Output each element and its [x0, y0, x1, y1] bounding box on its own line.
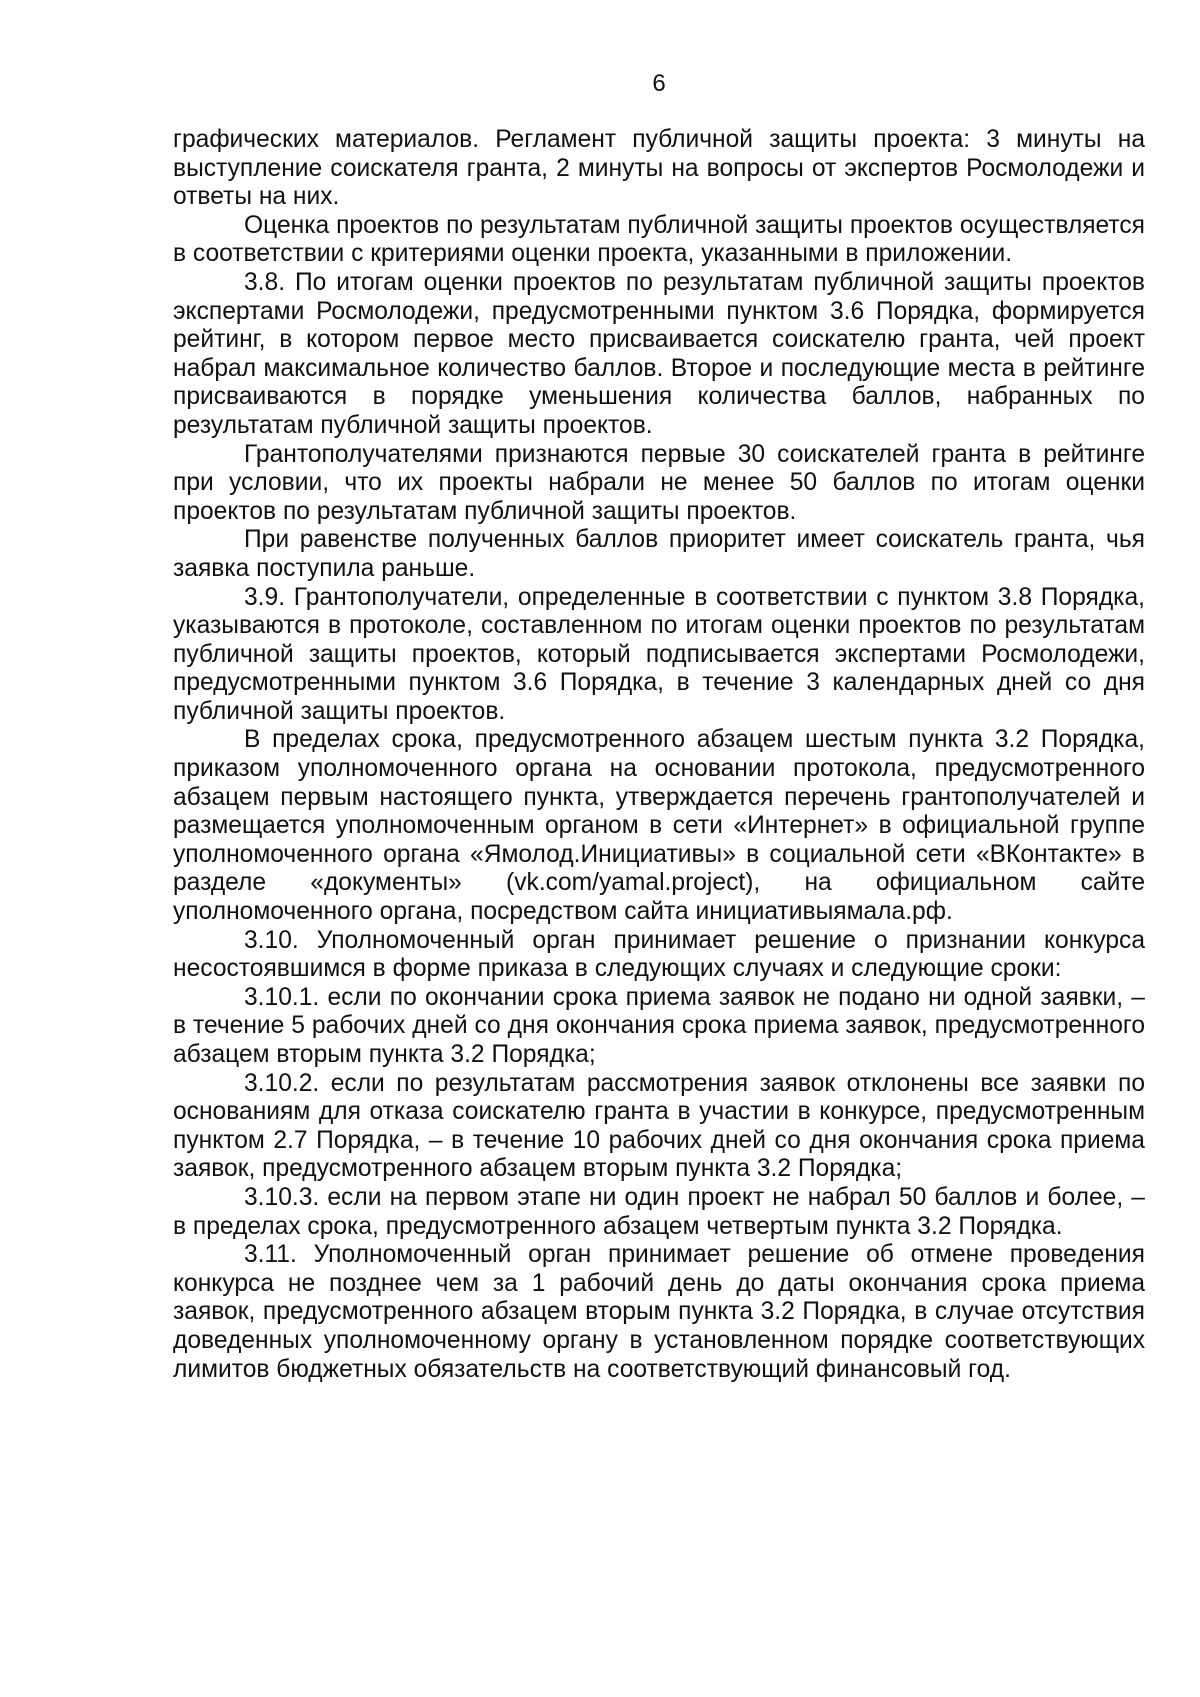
paragraph-3-11-cancellation: 3.11. Уполномоченный орган принимает решение об отмене проведения конкурса не позднее чем за 1 рабочий день до даты окончания срока приема заявок, предусмотренного абзацем вторым пункта 3.2 Порядка, в случае отсутствия доведенных уполномоченному органу в установленном порядке соответствующих лимитов бюджетных обязательств на соответствующий финансовый год. [173, 1241, 1145, 1383]
paragraph-continued-graphics: графических материалов. Регламент публичной защиты проекта: 3 минуты на выступление соискателя гранта, 2 минуты на вопросы от экспертов Росмолодежи и ответы на них. [173, 126, 1145, 211]
paragraph-3-8-rating: 3.8. По итогам оценки проектов по результатам публичной защиты проектов экспертами Росмолодежи, предусмотренными пунктом 3.6 Порядка, формируется рейтинг, в котором первое место присваивается соискателю гранта, чей проект набрал максимальное количество баллов. Второе и последующие места в рейтинге присваиваются в порядке уменьшения количества баллов, набранных по результатам публичной защиты проектов. [173, 268, 1145, 439]
paragraph-order-publication: В пределах срока, предусмотренного абзацем шестым пункта 3.2 Порядка, приказом уполномоченного органа на основании протокола, предусмотренного абзацем первым настоящего пункта, утверждается перечень грантополучателей и размещается уполномоченным органом в сети «Интернет» в официальной группе уполномоченного органа «Ямолод.Инициативы» в социальной сети «ВКонтакте» в разделе «документы» (vk.com/yamal.project), на официальном сайте уполномоченного органа, посредством сайта инициативыямала.рф. [173, 726, 1145, 926]
paragraph-3-10-2-all-rejected: 3.10.2. если по результатам рассмотрения заявок отклонены все заявки по основаниям для отказа соискателю гранта в участии в конкурсе, предусмотренным пунктом 2.7 Порядка, – в течение 10 рабочих дней со дня окончания срока приема заявок, предусмотренного абзацем вторым пункта 3.2 Порядка; [173, 1069, 1145, 1183]
paragraph-3-10-3-low-scores: 3.10.3. если на первом этапе ни один проект не набрал 50 баллов и более, – в пределах срока, предусмотренного абзацем четвертым пункта 3.2 Порядка. [173, 1183, 1145, 1240]
page-number: 6 [652, 70, 666, 97]
paragraph-3-9-protocol: 3.9. Грантополучатели, определенные в соответствии с пунктом 3.8 Порядка, указываются в протоколе, составленном по итогам оценки проектов по результатам публичной защиты проектов, который подписывается экспертами Росмолодежи, предусмотренными пунктом 3.6 Порядка, в течение 3 календарных дней со дня публичной защиты проектов. [173, 583, 1145, 725]
paragraph-grant-recipients: Грантополучателями признаются первые 30 соискателей гранта в рейтинге при условии, что их проекты набрали не менее 50 баллов по итогам оценки проектов по результатам публичной защиты проектов. [173, 440, 1145, 525]
document-body [173, 126, 1145, 1384]
paragraph-3-10-1-no-applications: 3.10.1. если по окончании срока приема заявок не подано ни одной заявки, – в течение 5 рабочих дней со дня окончания срока приема заявок, предусмотренного абзацем вторым пункта 3.2 Порядка; [173, 983, 1145, 1068]
paragraph-equal-scores-priority: При равенстве полученных баллов приоритет имеет соискатель гранта, чья заявка поступила раньше. [173, 526, 1145, 582]
paragraph-3-10-failed-contest: 3.10. Уполномоченный орган принимает решение о признании конкурса несостоявшимся в форме приказа в следующих случаях и следующие сроки: [173, 926, 1145, 983]
paragraph-evaluation-criteria: Оценка проектов по результатам публичной защиты проектов осуществляется в соответствии с критериями оценки проекта, указанными в приложении. [173, 211, 1145, 268]
